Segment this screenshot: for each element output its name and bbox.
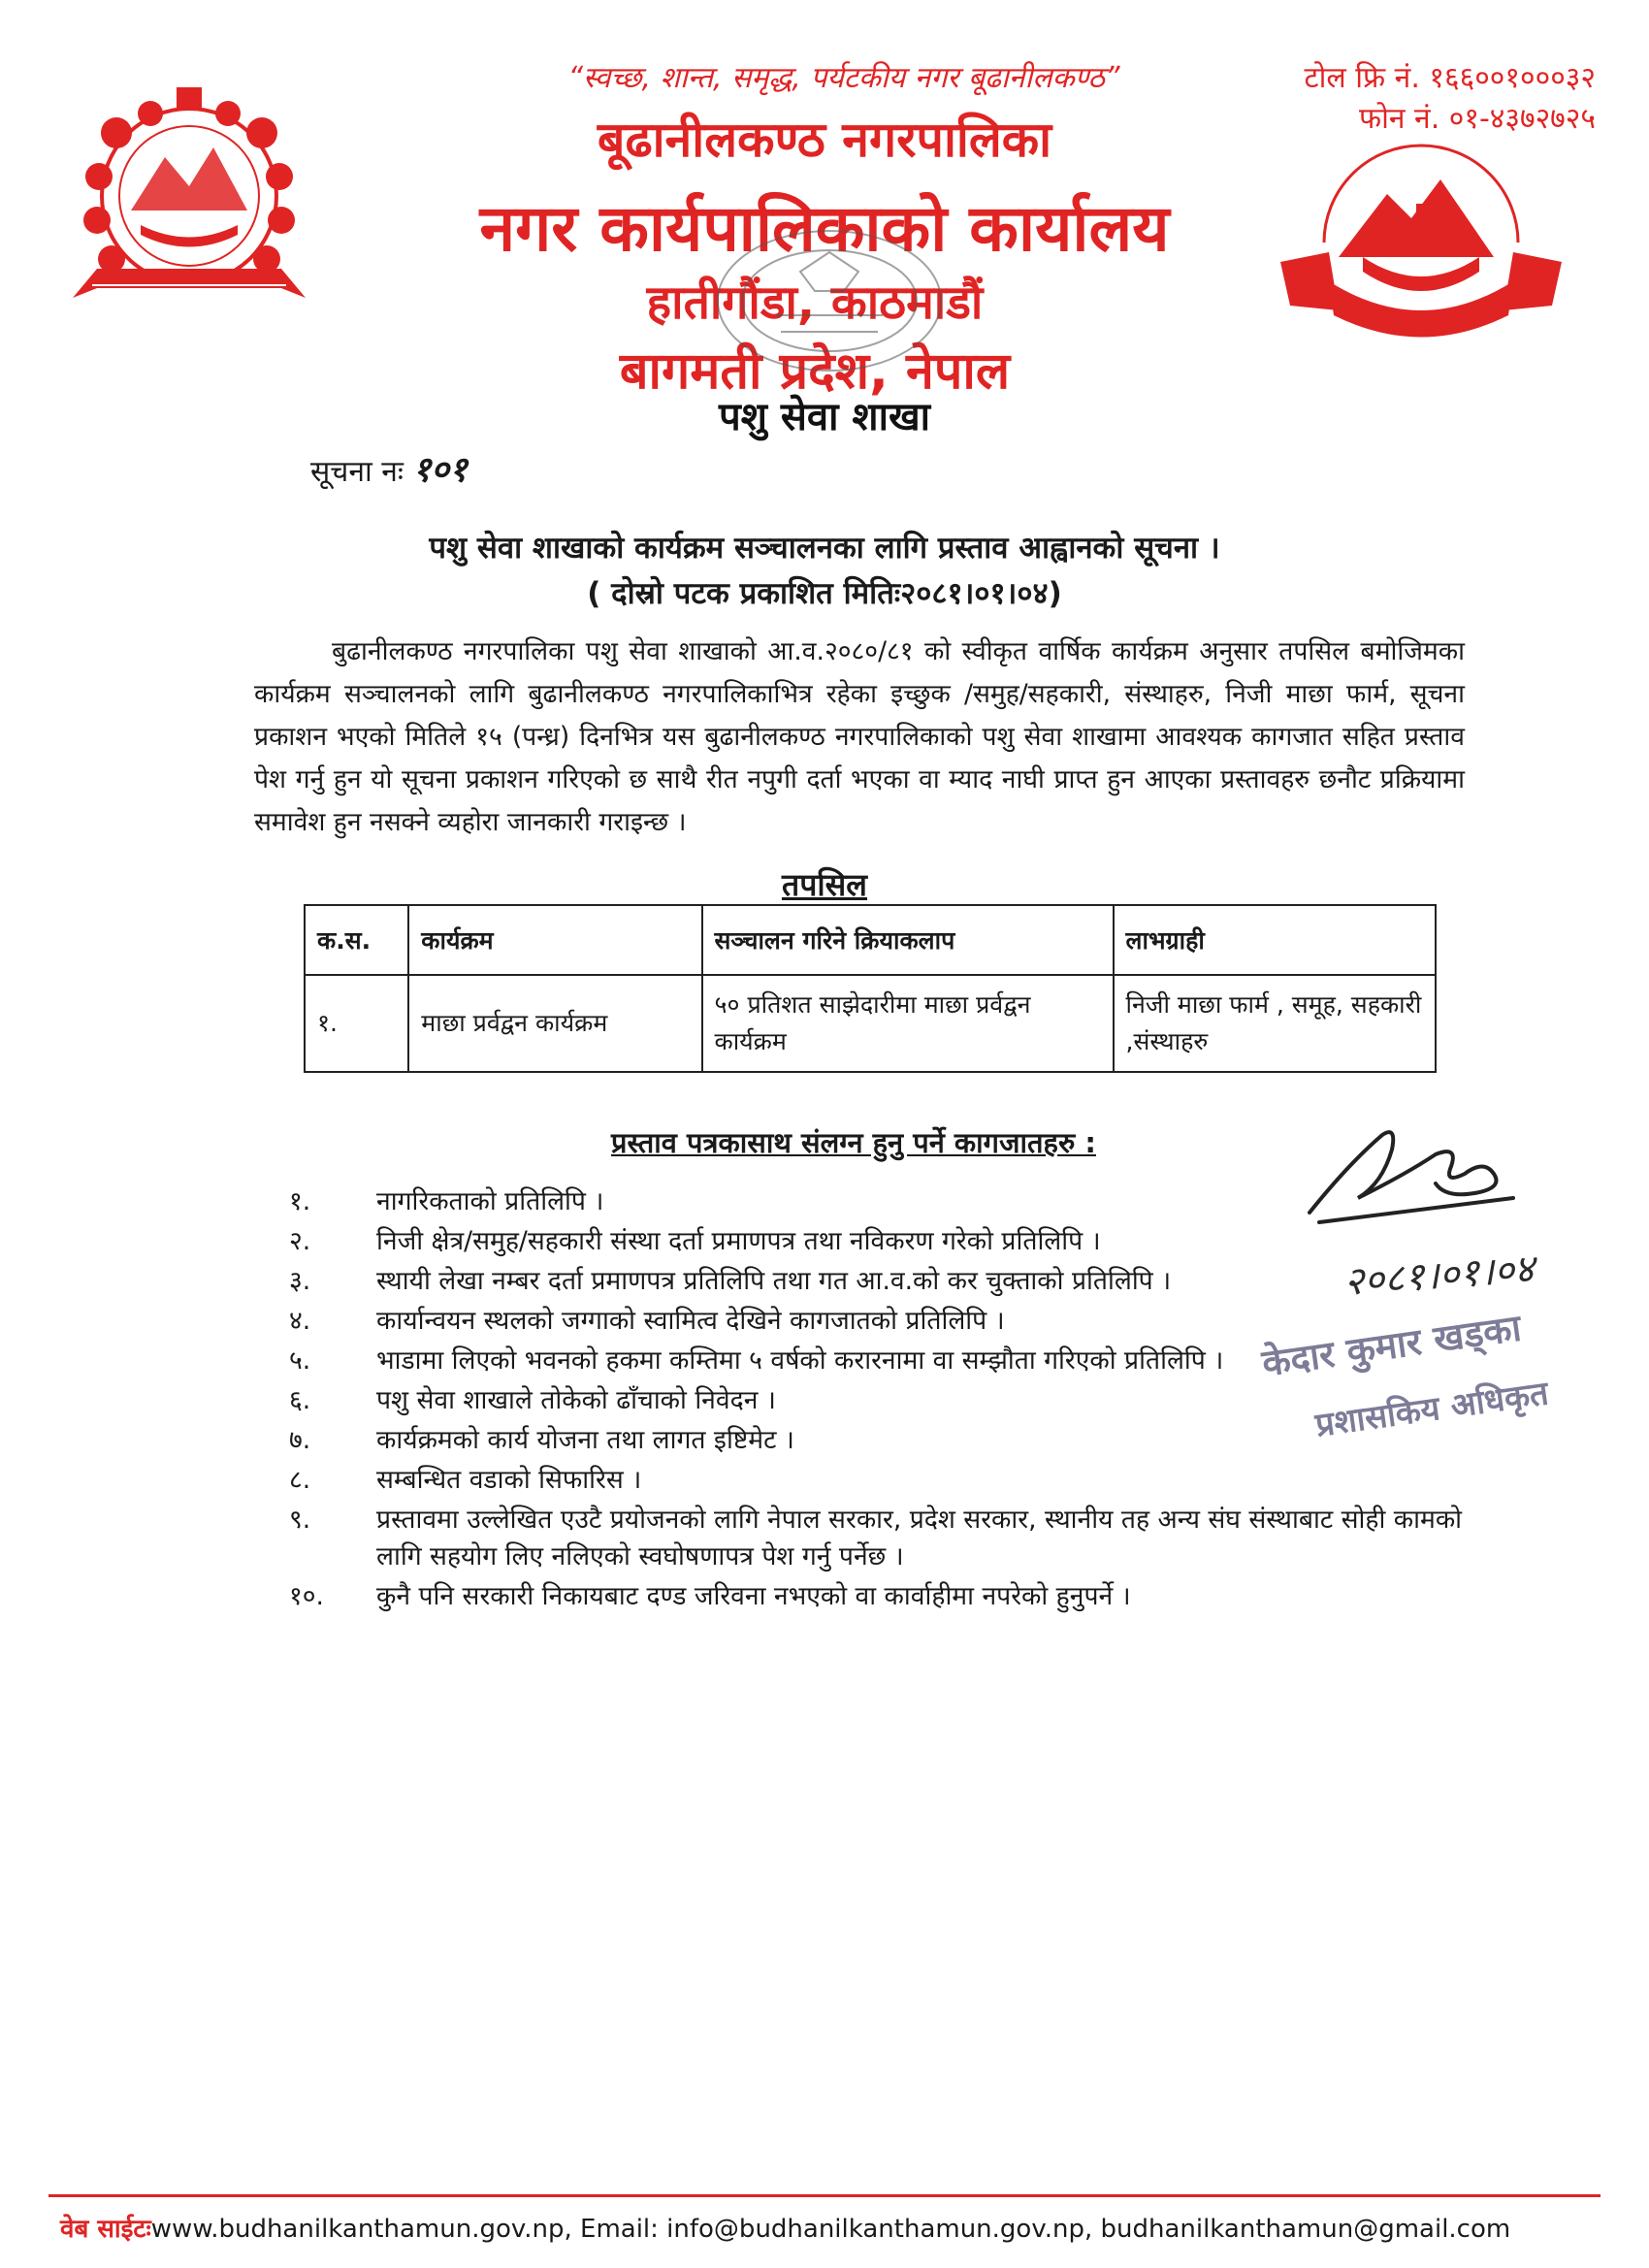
office-location: हातीगौंडा, काठमाडौं bbox=[646, 275, 984, 330]
contact-details: www.budhanilkanthamun.gov.np, Email: info@budhanilkanthamun.gov.np, budhanilkanthamun@gmail.com bbox=[150, 2215, 1511, 2244]
list-item-number: ९. bbox=[289, 1505, 311, 1535]
list-item-number: ६. bbox=[289, 1385, 311, 1415]
documents-heading: प्रस्ताव पत्रकासाथ संलग्न हुनु पर्ने कागजातहरु : bbox=[610, 1126, 1096, 1159]
list-item-number: ७. bbox=[289, 1425, 311, 1455]
notice-body: बुढानीलकण्ठ नगरपालिका पशु सेवा शाखाको आ.व.२०८०/८१ को स्वीकृत वार्षिक कार्यक्रम अनुसार तपसिल बमोजिमका कार्यक्रम सञ्चालनको लागि बुढानीलकण्ठ नगरपालिकाभित्र रहेका इच्छुक /समुह/सहकारी, संस्थाहरु, निजी माछा फार्म, सूचना प्रकाशन भएको मितिले १५ (पन्ध्र) दिनभित्र यस बुढानीलकण्ठ नगरपालिकाको पशु सेवा शाखामा आवश्यक कागजात सहित प्रस्ताव पेश गर्नु हुन यो सूचना प्रकाशन गरिएको छ साथै रीत नपुगी दर्ता भएका वा म्याद नाघी प्राप्त हुन आएका प्रस्तावहरु छनौट प्रक्रियामा समावेश हुन नसक्ने व्यहोरा जानकारी गराइन्छ । bbox=[254, 636, 1465, 837]
documents-list bbox=[289, 1183, 1472, 1618]
office-stamp-icon bbox=[708, 223, 951, 378]
notice-number bbox=[310, 444, 468, 492]
government-emblem-logo bbox=[58, 80, 320, 322]
province-name: बागमती प्रदेश, नेपाल bbox=[619, 342, 1011, 401]
table-cell-activity: ५० प्रतिशत साझेदारीमा माछा प्रर्वद्वन कार्यक्रम bbox=[702, 975, 1114, 1072]
column-header: कार्यक्रम bbox=[408, 905, 701, 975]
municipality-logo bbox=[1271, 136, 1571, 340]
table-cell-beneficiary: निजी माछा फार्म , समूह, सहकारी ,संस्थाहरु bbox=[1114, 975, 1436, 1072]
column-header: लाभग्राही bbox=[1114, 905, 1436, 975]
list-item-number: ५. bbox=[289, 1345, 311, 1376]
toll-free-number: टोल फ्रि नं. १६६००१०००३२ bbox=[1304, 61, 1596, 95]
municipality-name: बूढानीलकण्ठ नगरपालिका bbox=[597, 112, 1052, 168]
table-row bbox=[305, 975, 1436, 1072]
list-item bbox=[289, 1422, 1472, 1459]
program-table bbox=[304, 904, 1437, 1073]
list-item-text: कार्यक्रमको कार्य योजना तथा लागत इष्टिमेट । bbox=[376, 1425, 794, 1455]
list-item-text: कार्यान्वयन स्थलको जग्गाको स्वामित्व देखिने कागजातको प्रतिलिपि । bbox=[376, 1306, 1005, 1336]
column-header: क.स. bbox=[305, 905, 408, 975]
table-header-row bbox=[305, 905, 1436, 975]
list-item-number: १०. bbox=[289, 1581, 324, 1611]
footer-contact bbox=[60, 2210, 1612, 2245]
list-item-text: प्रस्तावमा उल्लेखित एउटै प्रयोजनको लागि नेपाल सरकार, प्रदेश सरकार, स्थानीय तह अन्य संघ संस्थाबाट सोही कामको लागि सहयोग लिए नलिएको स्वघोषणापत्र पेश गर्नु पर्नेछ । bbox=[376, 1505, 1463, 1571]
list-item bbox=[289, 1382, 1472, 1419]
footer-divider bbox=[48, 2194, 1600, 2197]
list-item bbox=[289, 1263, 1472, 1300]
list-item bbox=[289, 1578, 1472, 1615]
list-item-number: १. bbox=[289, 1186, 311, 1216]
list-item bbox=[289, 1462, 1472, 1499]
website-label: वेब साईटः bbox=[60, 2215, 151, 2244]
list-item-text: निजी क्षेत्र/समुह/सहकारी संस्था दर्ता प्रमाणपत्र तथा नविकरण गरेको प्रतिलिपि । bbox=[376, 1226, 1101, 1256]
list-item-number: ८. bbox=[289, 1465, 311, 1495]
office-name: नगर कार्यपालिकाको कार्यालय bbox=[479, 191, 1170, 266]
list-item-text: भाडामा लिएको भवनको हकमा कम्तिमा ५ वर्षको करारनामा वा सम्झौता गरिएको प्रतिलिपि । bbox=[376, 1345, 1224, 1376]
signature-date: २०८१।०१।०४ bbox=[1342, 1247, 1536, 1305]
officer-title-stamp: प्रशासकिय अधिकृत bbox=[1312, 1374, 1551, 1445]
slogan: “स्वच्छ, शान्त, समृद्ध, पर्यटकीय नगर बूढानीलकण्ठ” bbox=[567, 61, 1120, 95]
notice-number-label: सूचना नः bbox=[310, 455, 404, 489]
list-item-text: नागरिकताको प्रतिलिपि । bbox=[376, 1186, 604, 1216]
signature-icon bbox=[1290, 1106, 1542, 1232]
list-item-text: पशु सेवा शाखाले तोकेको ढाँचाको निवेदन । bbox=[376, 1385, 776, 1415]
notice-number-value: १०१ bbox=[412, 449, 468, 490]
annex-heading: तपसिल bbox=[781, 866, 868, 903]
phone-number: फोन नं. ०१-४३७२७२५ bbox=[1358, 102, 1596, 136]
list-item-text: सम्बन्धित वडाको सिफारिस । bbox=[376, 1465, 642, 1495]
table-cell-program: माछा प्रर्वद्वन कार्यक्रम bbox=[408, 975, 701, 1072]
column-header: सञ्चालन गरिने क्रियाकलाप bbox=[702, 905, 1114, 975]
notice-subtitle: ( दोस्रो पटक प्रकाशित मितिः२०८१।०१।०४) bbox=[587, 576, 1062, 611]
list-item-number: ३. bbox=[289, 1266, 311, 1296]
list-item-text: स्थायी लेखा नम्बर दर्ता प्रमाणपत्र प्रतिलिपि तथा गत आ.व.को कर चुक्ताको प्रतिलिपि । bbox=[376, 1266, 1172, 1296]
list-item-text: कुनै पनि सरकारी निकायबाट दण्ड जरिवना नभएको वा कार्वाहीमा नपरेको हुनुपर्ने । bbox=[376, 1581, 1131, 1611]
notice-title: पशु सेवा शाखाको कार्यक्रम सञ्चालनका लागि प्रस्ताव आह्वानको सूचना । bbox=[429, 531, 1220, 566]
list-item bbox=[289, 1502, 1472, 1575]
officer-name-stamp: केदार कुमार खड्का bbox=[1259, 1306, 1524, 1385]
list-item-number: ४. bbox=[289, 1306, 311, 1336]
list-item-number: २. bbox=[289, 1226, 311, 1256]
table-cell-sn: १. bbox=[305, 975, 408, 1072]
section-name: पशु सेवा शाखा bbox=[718, 395, 931, 439]
